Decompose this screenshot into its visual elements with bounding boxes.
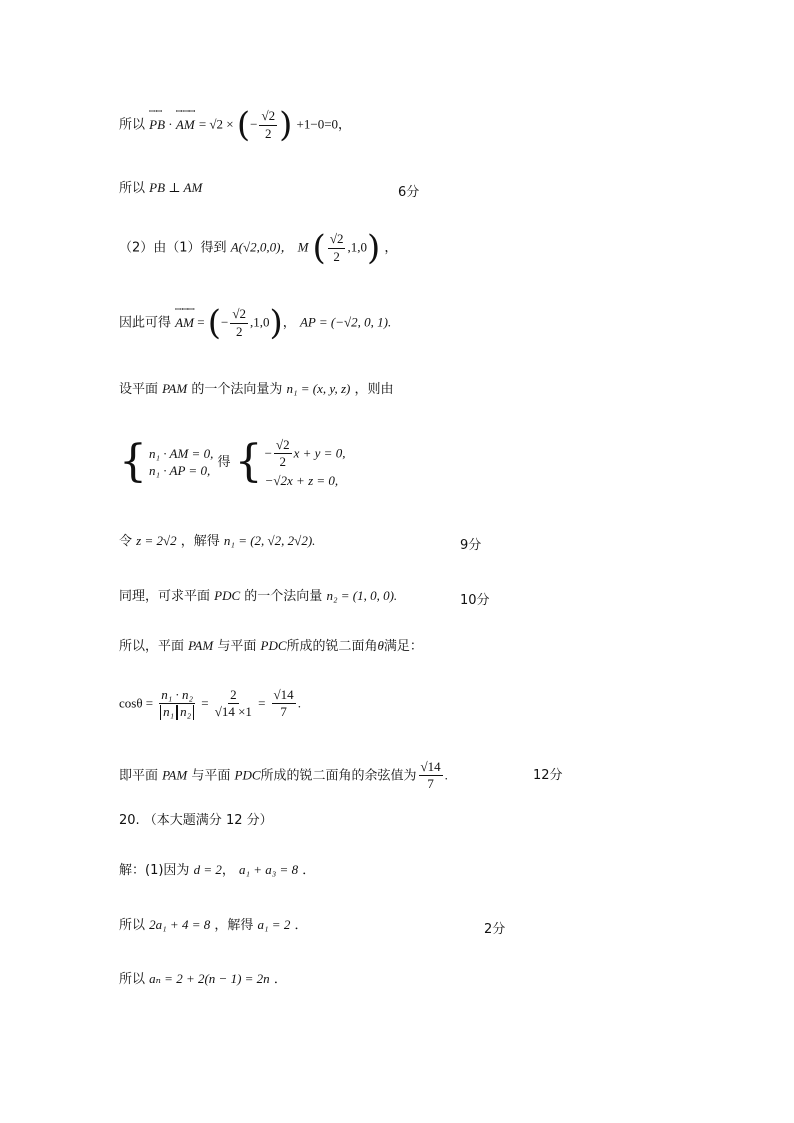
line-general-term — [119, 972, 287, 986]
punct: ． — [302, 863, 316, 878]
text-part: 所成的锐二面角 — [286, 639, 378, 654]
numerator: √14 — [419, 760, 443, 776]
punct: ， — [221, 863, 235, 878]
denominator: 7 — [427, 776, 434, 792]
text-suoyi: 所以 — [119, 117, 146, 133]
line-dot-product: 所以 ꟷꟷ PB · ꟷꟷꟷ AM = √2 × (− $\frac{√2}{2}$ ) +1−0=0， — [119, 105, 352, 145]
text-suoyi: 所以 — [119, 181, 146, 196]
plane-pam: PAM — [188, 638, 214, 653]
text-part: 与平面 — [191, 768, 231, 784]
text-de: 得 — [217, 454, 231, 470]
line-angle-statement — [119, 639, 423, 653]
punct: ． — [273, 972, 287, 987]
punct: ． — [294, 918, 308, 933]
sum-equation: a₁ + a₃ = 8 — [239, 862, 299, 877]
text-part: 与平面 — [217, 639, 257, 654]
equals: = — [258, 695, 266, 711]
text-normal: 的一个法向量为 — [191, 382, 283, 397]
fraction-sqrt2-over-2: $\frac{√2}{2}$ — [275, 437, 290, 470]
line-vectors: 因此可得 ꟷꟷꟷ AM = (− $\frac{√2}{2}$ ,1,0)， AP = (−√2, 0, 1). — [119, 303, 392, 343]
norm-n1: n₁ — [160, 705, 177, 719]
fraction-dot-over-norms — [159, 688, 195, 720]
text-jiede: ，解得 — [180, 534, 220, 549]
equation-1: x + y = 0, — [293, 445, 346, 461]
n2-value: n₂ = (1, 0, 0). — [326, 588, 398, 603]
line-system — [119, 438, 345, 487]
system-right: { − $\frac{√2}{2}$ x + y = 0, −√2x + z = 0, — [234, 436, 346, 488]
line-normal-n2 — [119, 589, 397, 603]
line-points: （2）由（1）得到 A(√2,0,0)， M ( $\frac{√2}{2}$ ,1,0) ， — [119, 228, 398, 268]
text-part: 所成的锐二面角的余弦值为 — [260, 768, 417, 784]
normal-vector-n1: n₁ = (x, y, z) — [286, 381, 351, 396]
plane-pdc: PDC — [260, 638, 287, 653]
period: . — [444, 767, 448, 783]
plane-pdc: PDC — [234, 767, 261, 783]
d-value: d = 2 — [193, 862, 222, 877]
cos-theta: cosθ = — [119, 695, 154, 711]
line-cosine-result — [119, 760, 448, 792]
fraction-sqrt2-over-2: $\frac{√2}{2}$ — [329, 231, 344, 264]
fraction-sqrt14-over-7 — [272, 688, 296, 720]
text-yinci: 因此可得 — [119, 315, 172, 331]
text-part: 所以，平面 — [119, 639, 185, 654]
fraction-sqrt14-over-7 — [419, 760, 443, 792]
line-solve-a1 — [119, 918, 307, 932]
denominator: √14 ×1 — [214, 704, 252, 720]
text-part: 即平面 — [119, 768, 159, 784]
equation-2: −√2x + z = 0, — [264, 472, 339, 488]
point-a: A(√2,0,0)， — [230, 239, 294, 255]
text-part2: （2）由（1）得到 — [119, 240, 227, 256]
text-suoyi: 所以 — [119, 972, 146, 987]
score-2: 2分 — [484, 922, 506, 937]
theta-symbol: θ — [377, 638, 384, 653]
point-m-coords: ,1,0 — [347, 239, 367, 255]
numerator: √14 — [272, 688, 296, 704]
a1-value: a₁ = 2 — [257, 917, 291, 932]
general-term-equation: aₙ = 2 + 2(n − 1) = 2n — [149, 971, 270, 986]
numerator: 2 — [228, 688, 239, 704]
punct: ， — [384, 240, 398, 256]
period: . — [297, 695, 301, 711]
vector-am: ꟷꟷꟷ AM — [175, 304, 195, 330]
question-20-heading: 20. （本大题满分 12 分） — [119, 813, 273, 828]
norm-n2: n₂ — [177, 705, 194, 719]
plane-pdc: PDC — [214, 588, 241, 603]
z-value: z = 2√2 — [136, 533, 177, 548]
equals: = — [201, 695, 209, 711]
n1-solution: n₁ = (2, √2, 2√2). — [223, 533, 316, 548]
vector-ap-value: AP = (−√2, 0, 1). — [299, 314, 392, 330]
equation: 2a₁ + 4 = 8 — [149, 917, 211, 932]
numerator-dot: n₁ · n₂ — [159, 688, 195, 704]
text-normal: 的一个法向量 — [244, 589, 323, 604]
fraction-2-over-sqrt14 — [215, 688, 252, 720]
text-tongli: 同理，可求平面 — [119, 589, 211, 604]
system-row-2: n₁ · AP = 0, — [149, 463, 211, 479]
point-m-label: M — [297, 239, 309, 255]
line-solution-n1 — [119, 534, 315, 548]
score-10: 10分 — [460, 593, 490, 608]
text-suoyi: 所以 — [119, 918, 146, 933]
score-6: 6分 — [398, 185, 420, 200]
score-12: 12分 — [533, 768, 563, 783]
equation-tail: +1−0=0， — [296, 116, 352, 132]
text-zeyou: ，则由 — [354, 382, 394, 397]
plane-pam: PAM — [162, 767, 188, 783]
line-cosine-formula — [119, 688, 301, 720]
line-normal-vector-setup — [119, 382, 394, 396]
text-part: 满足： — [383, 639, 423, 654]
line-perpendicular — [119, 181, 202, 195]
text-jie: 解：(1)因为 — [119, 863, 190, 878]
plane-pam: PAM — [162, 381, 188, 396]
line-given — [119, 863, 315, 877]
vector-pb: ꟷꟷ PB — [149, 106, 166, 132]
system-row-1: n₁ · AM = 0, — [149, 446, 214, 462]
fraction-sqrt2-over-2: $\frac{√2}{2}$ — [232, 306, 247, 339]
text-jiede: ，解得 — [214, 918, 254, 933]
vector-am: ꟷꟷꟷ AM — [175, 106, 196, 132]
text-ling: 令 — [119, 534, 133, 549]
fraction-sqrt2-over-2: $\frac{√2}{2}$ — [261, 108, 276, 141]
perpendicular-expression: PB ⊥ AM — [149, 180, 203, 195]
denominator: 7 — [280, 704, 287, 720]
score-9: 9分 — [460, 538, 482, 553]
text-she: 设平面 — [119, 382, 159, 397]
system-left: { n₁ · AM = 0, n₁ · AP = 0, — [119, 436, 214, 488]
